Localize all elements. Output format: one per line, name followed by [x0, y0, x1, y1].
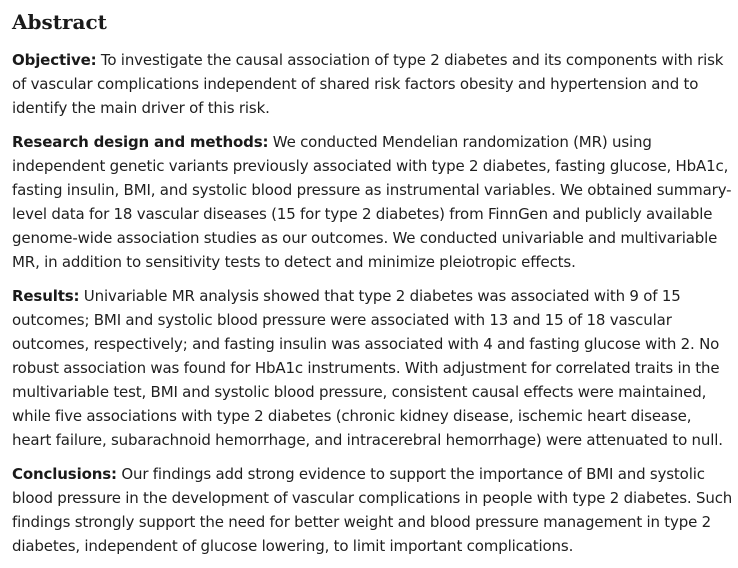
- section-label-research-design: Research design and methods:: [12, 133, 269, 151]
- section-label-objective: Objective:: [12, 51, 97, 69]
- section-text-results: Univariable MR analysis showed that type 2 diabetes was associated with 9 of 15 outcomes; BMI and systolic blood pressure were associated with 13 and 15 of 18 vascular outcomes, respectively; and fasting insulin was associated with 4 and fasting glucose with 2. No robust association was found for HbA1c instruments. With adjustment for correlated traits in the multivariable test, BMI and systolic blood pressure, consistent causal effects were maintained, while five associations with type 2 diabetes (chronic kidney disease, ischemic heart disease, heart failure, subarachnoid hemorrhage, and intracerebral hemorrhage) were attenuated to null.: [12, 287, 723, 449]
- abstract-container: [12, 8, 734, 568]
- abstract-heading: Abstract: [12, 10, 107, 34]
- section-text-conclusions: Our findings add strong evidence to support the importance of BMI and systolic blood pressure in the development of vascular complications in people with type 2 diabetes. Such findings strongly support the need for better weight and blood pressure management in type 2 diabetes, independent of glucose lowering, to limit important complications.: [12, 465, 733, 555]
- abstract-section-conclusions: [12, 462, 734, 558]
- abstract-section-results: [12, 284, 734, 452]
- abstract-section-objective: [12, 48, 734, 120]
- section-label-results: Results:: [12, 287, 80, 305]
- abstract-section-research-design: [12, 130, 734, 274]
- section-label-conclusions: Conclusions:: [12, 465, 117, 483]
- section-text-objective: To investigate the causal association of type 2 diabetes and its components with risk of vascular complications independent of shared risk factors obesity and hypertension and to identify the main driver of this risk.: [12, 51, 724, 117]
- section-text-research-design: We conducted Mendelian randomization (MR) using independent genetic variants previously associated with type 2 diabetes, fasting glucose, HbA1c, fasting insulin, BMI, and systolic blood pressure as instrumental variables. We obtained summary-level data for 18 vascular diseases (15 for type 2 diabetes) from FinnGen and publicly available genome-wide association studies as our outcomes. We conducted univariable and multivariable MR, in addition to sensitivity tests to detect and minimize pleiotropic effects.: [12, 133, 732, 271]
